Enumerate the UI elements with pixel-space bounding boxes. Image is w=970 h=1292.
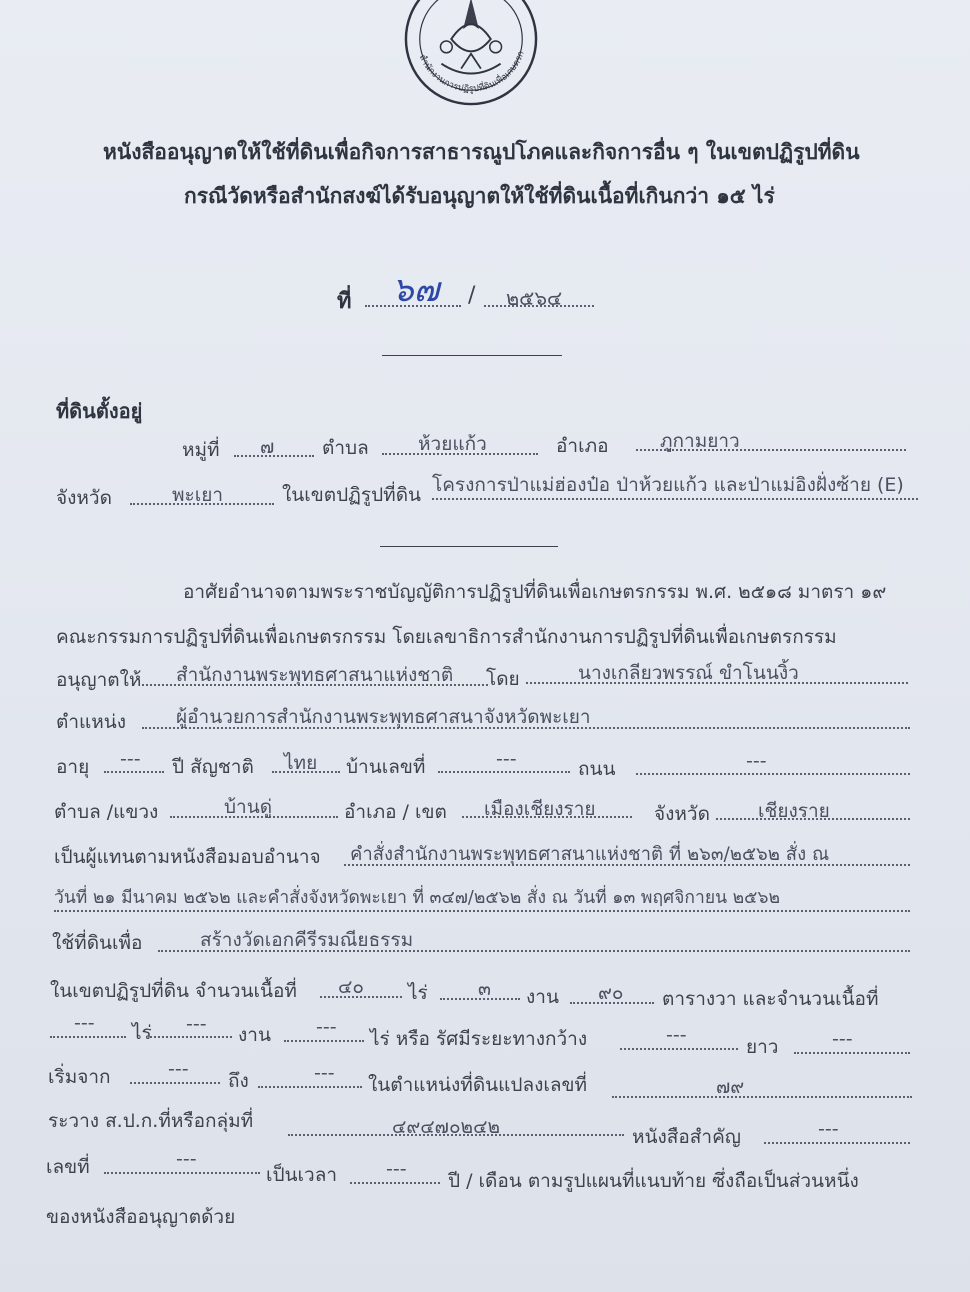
width-value: --- — [666, 1024, 687, 1046]
number-separator: / — [468, 283, 476, 308]
permit-label: อนุญาตให้ — [56, 669, 142, 691]
tambon-label: ตำบล — [322, 437, 369, 459]
from-label: เริ่มจาก — [48, 1066, 111, 1088]
zone-label: ในเขตปฏิรูปที่ดิน — [282, 484, 422, 506]
number-year: ๒๕๖๔ — [506, 286, 563, 310]
committee-paragraph: คณะกรรมการปฏิรูปที่ดินเพื่อเกษตรกรรม โดยเลขาธิการสำนักงานการปฏิรูปที่ดินเพื่อเกษตรกรรม — [56, 626, 837, 648]
representative-label: เป็นผู้แทนตามหนังสือมอบอำนาจ — [54, 846, 321, 868]
moo-value: ๗ — [260, 436, 275, 458]
by-value: นางเกลียวพรรณ์ ขำโนนงิ้ว — [578, 662, 799, 684]
length-value: --- — [832, 1028, 853, 1050]
length-label: ยาว — [746, 1036, 779, 1058]
no-value: --- — [176, 1148, 197, 1170]
plot-label: ในตำแหน่งที่ดินแปลงเลขที่ — [368, 1074, 588, 1096]
from-line — [130, 1082, 220, 1084]
no-line — [104, 1172, 260, 1174]
period-value: --- — [386, 1158, 407, 1180]
to-label: ถึง — [228, 1070, 249, 1092]
rai2-label: ไร่ — [132, 1022, 152, 1044]
agency-seal-emblem — [402, 0, 540, 108]
subdistrict-value: บ้านดู่ — [224, 796, 273, 818]
use-value: สร้างวัดเอกคีรีรมณียธรรม — [200, 929, 414, 951]
ngan2-line — [150, 1036, 232, 1038]
area-label: ในเขตปฏิรูปที่ดิน จำนวนเนื้อที่ — [50, 980, 297, 1002]
house-no-line — [438, 771, 570, 773]
use-label: ใช้ที่ดินเพื่อ — [52, 932, 143, 954]
district-value: เมืองเชียงราย — [484, 798, 596, 820]
rai-value: ๔๐ — [338, 976, 364, 998]
age-line — [104, 771, 164, 773]
road-label: ถนน — [578, 758, 616, 780]
from-value: --- — [168, 1058, 189, 1080]
district-label: อำเภอ / เขต — [344, 801, 447, 823]
ngan2-value: --- — [186, 1013, 207, 1035]
ngan-value: ๓ — [478, 978, 491, 1000]
document-title-line1: หนังสืออนุญาตให้ใช้ที่ดินเพื่อกิจการสาธารณูปโภคและกิจการอื่น ๆ ในเขตปฏิรูปที่ดิน — [103, 140, 860, 164]
ngan2-label: งาน — [238, 1024, 271, 1046]
radius-label: ไร่ หรือ รัศมีระยะทางกว้าง — [370, 1028, 588, 1050]
province-value: พะเยา — [172, 484, 224, 506]
age-label: อายุ — [56, 756, 90, 778]
province2-label: จังหวัด — [654, 803, 710, 825]
province-label: จังหวัด — [56, 487, 112, 509]
permit-to-value: สำนักงานพระพุทธศาสนาแห่งชาติ — [176, 664, 454, 686]
period-line — [350, 1182, 440, 1184]
length-line — [794, 1052, 910, 1054]
road-line — [636, 773, 910, 775]
rai2-value: --- — [74, 1012, 95, 1034]
document-title-line2: กรณีวัดหรือสำนักสงฆ์ได้รับอนุญาตให้ใช้ที่ดินเนื้อที่เกินกว่า ๑๕ ไร่ — [184, 184, 775, 208]
subdistrict-label: ตำบล /แขวง — [54, 801, 159, 823]
tambon-value: ห้วยแก้ว — [418, 433, 487, 455]
deed-value: --- — [818, 1118, 839, 1140]
closing-line: ของหนังสืออนุญาตด้วย — [46, 1206, 236, 1228]
divider-2 — [380, 546, 558, 547]
to-line — [258, 1086, 362, 1088]
no-label: เลขที่ — [46, 1156, 90, 1178]
wa-value: ๙๐ — [598, 982, 624, 1004]
road-value: --- — [746, 750, 767, 772]
representative-order-line2: วันที่ ๒๑ มีนาคม ๒๕๖๒ และคำสั่งจังหวัดพะเยา ที่ ๓๔๗/๒๕๖๒ สั่ง ณ วันที่ ๑๓ พฤศจิกายน ๒๕๖๒ — [54, 888, 781, 908]
wa-label: ตารางวา และจำนวนเนื้อที่ — [662, 988, 879, 1010]
number-value-handwritten: ๖๗ — [392, 270, 440, 310]
house-no-label: บ้านเลขที่ — [346, 756, 426, 778]
survey-group-value: ๔๙๔๗๐๒๔๒ — [392, 1116, 500, 1138]
position-value: ผู้อำนวยการสำนักงานพระพุทธศาสนาจังหวัดพะเยา — [176, 706, 591, 728]
moo-label: หมู่ที่ — [182, 439, 220, 461]
to-value: --- — [314, 1062, 335, 1084]
extra-value: --- — [316, 1016, 337, 1038]
number-label: ที่ — [337, 289, 352, 314]
zone-value: โครงการป่าแม่ฮ่องป๋อ ป่าห้วยแก้ว และป่าแม่อิงฝั่งซ้าย (E) — [432, 474, 904, 496]
deed-line — [764, 1142, 910, 1144]
deed-label: หนังสือสำคัญ — [632, 1126, 741, 1148]
year-nationality-label: ปี สัญชาติ — [172, 756, 254, 778]
rai-label: ไร่ — [408, 982, 428, 1004]
house-no-value: --- — [496, 748, 517, 770]
amphoe-value: ภูกามยาว — [660, 430, 740, 452]
period-tail: ปี / เดือน ตามรูปแผนที่แนบท้าย ซึ่งถือเป็นส่วนหนึ่ง — [448, 1170, 859, 1192]
width-line — [620, 1048, 738, 1050]
authority-paragraph: อาศัยอำนาจตามพระราชบัญญัติการปฏิรูปที่ดินเพื่อเกษตรกรรม พ.ศ. ๒๕๑๘ มาตรา ๑๙ — [183, 581, 887, 603]
province2-value: เชียงราย — [758, 800, 830, 822]
extra-line — [284, 1040, 364, 1042]
representative-order-line1: คำสั่งสำนักงานพระพุทธศาสนาแห่งชาติ ที่ ๒๖๓/๒๕๖๒ สั่ง ณ — [350, 844, 830, 865]
location-heading: ที่ดินตั้งอยู่ — [56, 399, 143, 423]
svg-text:สำนักงานการปฏิรูปที่ดินเพื่อเก: สำนักงานการปฏิรูปที่ดินเพื่อเกษตรก — [416, 49, 527, 95]
ngan-label: งาน — [526, 986, 559, 1008]
plot-value: ๗๙ — [716, 1076, 745, 1098]
nationality-value: ไทย — [284, 752, 318, 774]
age-value: --- — [120, 748, 141, 770]
survey-group-label: ระวาง ส.ป.ก.ที่หรือกลุ่มที่ — [48, 1110, 254, 1132]
amphoe-label: อำเภอ — [556, 435, 609, 457]
position-label: ตำแหน่ง — [56, 711, 127, 733]
period-label: เป็นเวลา — [266, 1164, 338, 1186]
divider-1 — [382, 355, 562, 356]
plot-line — [612, 1096, 912, 1098]
rai2-line — [50, 1036, 126, 1038]
by-label: โดย — [486, 668, 520, 690]
